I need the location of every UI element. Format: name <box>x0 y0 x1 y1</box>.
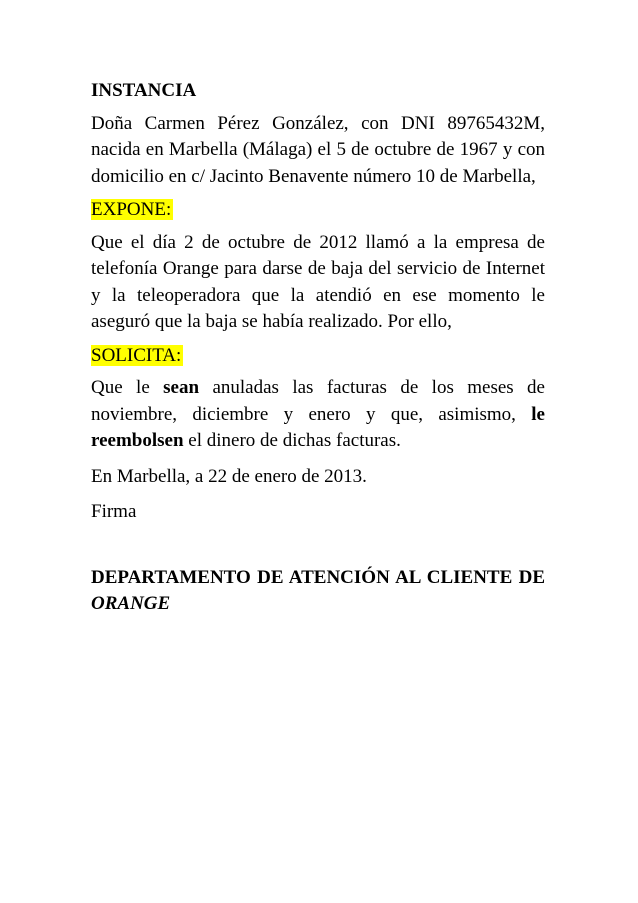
expone-paragraph: Que el día 2 de octubre de 2012 llamó a la empresa de telefonía Orange para darse de baja del servicio de Internet y la teleoperadora que la atendió en ese momento le aseguró que la baja se había realizado. Por ello, <box>91 231 545 332</box>
department-prefix: DEPARTAMENTO DE ATENCIÓN AL CLIENTE DE <box>91 566 545 588</box>
signature-label: Firma <box>91 501 137 522</box>
department-company: ORANGE <box>91 593 171 614</box>
solicita-bold-2: le reembolsen <box>91 403 545 451</box>
expone-highlight: EXPONE: <box>91 199 172 220</box>
solicita-heading <box>91 343 545 370</box>
solicita-paragraph <box>91 375 545 455</box>
solicita-text-1: Que le <box>91 377 164 398</box>
document-title: INSTANCIA <box>91 80 197 101</box>
document-page <box>91 78 545 618</box>
department-recipient <box>91 565 545 618</box>
intro-paragraph: Doña Carmen Pérez González, con DNI 89765432M, nacida en Marbella (Málaga) el 5 de octubre de 1967 y con domicilio en c/ Jacinto Benavente número 10 de Marbella, <box>91 112 545 187</box>
solicita-highlight: SOLICITA: <box>91 344 182 366</box>
expone-heading <box>91 197 545 224</box>
solicita-text-2: anuladas las facturas de los meses de noviembre, diciembre y enero y que, asimismo, <box>91 377 545 425</box>
solicita-bold-1: sean <box>163 377 200 398</box>
place-date: En Marbella, a 22 de enero de 2013. <box>91 465 367 487</box>
solicita-text-3: el dinero de dichas facturas. <box>183 430 401 451</box>
